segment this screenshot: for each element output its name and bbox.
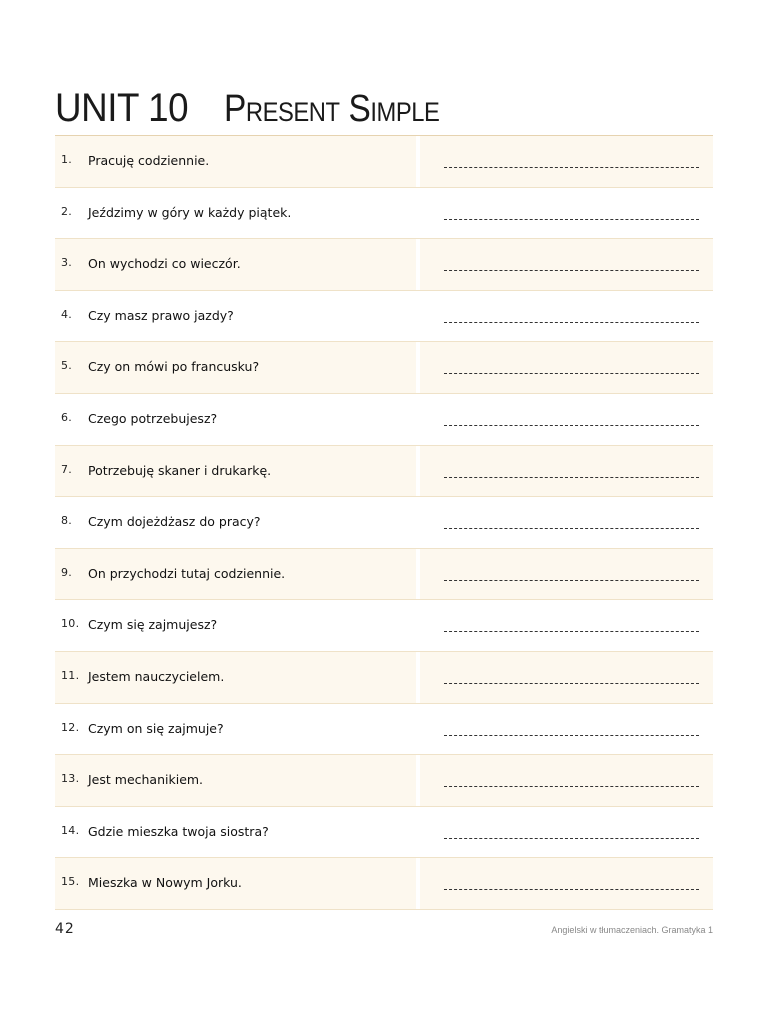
exercise-row xyxy=(55,704,713,756)
exercise-sentence: Jest mechanikiem. xyxy=(88,772,204,788)
exercise-sentence: On przychodzi tutaj codziennie. xyxy=(88,565,286,581)
exercise-row xyxy=(55,446,713,498)
exercise-row xyxy=(55,652,713,704)
exercise-sentence: Pracuję codziennie. xyxy=(88,153,210,168)
exercise-row xyxy=(55,239,713,291)
exercise-number: 9. xyxy=(61,565,73,579)
exercise-number: 3. xyxy=(61,256,73,270)
exercise-sentence: Czym on się zajmuje? xyxy=(88,720,224,736)
exercise-number: 15. xyxy=(61,875,80,889)
exercise-number: 1. xyxy=(61,153,73,166)
answer-line[interactable] xyxy=(444,580,699,581)
exercise-sentence: Czym dojeżdżasz do pracy? xyxy=(88,514,261,530)
page-title xyxy=(55,86,469,134)
exercise-sentence: Potrzebuję skaner i drukarkę. xyxy=(88,462,272,478)
answer-line[interactable] xyxy=(444,889,699,890)
exercise-number: 10. xyxy=(61,617,80,631)
answer-line[interactable] xyxy=(444,167,699,168)
answer-line[interactable] xyxy=(444,631,699,632)
book-title: Angielski w tłumaczeniach. Gramatyka 1 xyxy=(551,925,713,935)
exercise-row xyxy=(55,497,713,549)
exercise-sentence: Czego potrzebujesz? xyxy=(88,410,218,426)
exercise-sentence: Jeździmy w góry w każdy piątek. xyxy=(88,204,292,220)
exercise-row xyxy=(55,600,713,652)
page-number: 42 xyxy=(55,921,75,937)
exercise-number: 8. xyxy=(61,514,73,528)
exercise-number: 4. xyxy=(61,307,73,321)
exercise-sentence: Gdzie mieszka twoja siostra? xyxy=(88,823,269,839)
exercise-sentence: Czym się zajmujesz? xyxy=(88,617,218,633)
exercise-sentence: Czy masz prawo jazdy? xyxy=(88,307,234,323)
answer-line[interactable] xyxy=(444,477,699,478)
exercise-number: 7. xyxy=(61,462,73,476)
answer-line[interactable] xyxy=(444,219,699,220)
exercise-sentence: On wychodzi co wieczór. xyxy=(88,256,241,272)
answer-line[interactable] xyxy=(444,735,699,736)
answer-line[interactable] xyxy=(444,425,699,426)
answer-line[interactable] xyxy=(444,683,699,684)
exercise-number: 11. xyxy=(61,668,80,682)
exercise-row xyxy=(55,342,713,394)
answer-line[interactable] xyxy=(444,322,699,323)
exercise-row xyxy=(55,136,713,188)
exercise-sentence: Mieszka w Nowym Jorku. xyxy=(88,875,242,891)
exercise-row xyxy=(55,807,713,859)
exercise-row xyxy=(55,291,713,343)
exercise-number: 12. xyxy=(61,720,80,734)
exercise-number: 2. xyxy=(61,204,73,218)
exercise-number: 14. xyxy=(61,823,80,837)
exercise-row xyxy=(55,858,713,910)
answer-line[interactable] xyxy=(444,373,699,374)
answer-line[interactable] xyxy=(444,528,699,529)
answer-line[interactable] xyxy=(444,786,699,787)
exercise-row xyxy=(55,394,713,446)
exercise-number: 13. xyxy=(61,772,80,786)
exercise-sentence: Jestem nauczycielem. xyxy=(88,668,225,684)
exercise-table xyxy=(55,136,713,910)
answer-line[interactable] xyxy=(444,270,699,271)
exercise-number: 5. xyxy=(61,359,73,373)
unit-topic: Present Simple xyxy=(224,88,440,130)
answer-line[interactable] xyxy=(444,838,699,839)
exercise-sentence: Czy on mówi po francusku? xyxy=(88,359,260,375)
exercise-row xyxy=(55,188,713,240)
exercise-number: 6. xyxy=(61,410,73,424)
exercise-row xyxy=(55,549,713,601)
exercise-row xyxy=(55,755,713,807)
unit-label: UNIT 10 xyxy=(55,86,189,130)
